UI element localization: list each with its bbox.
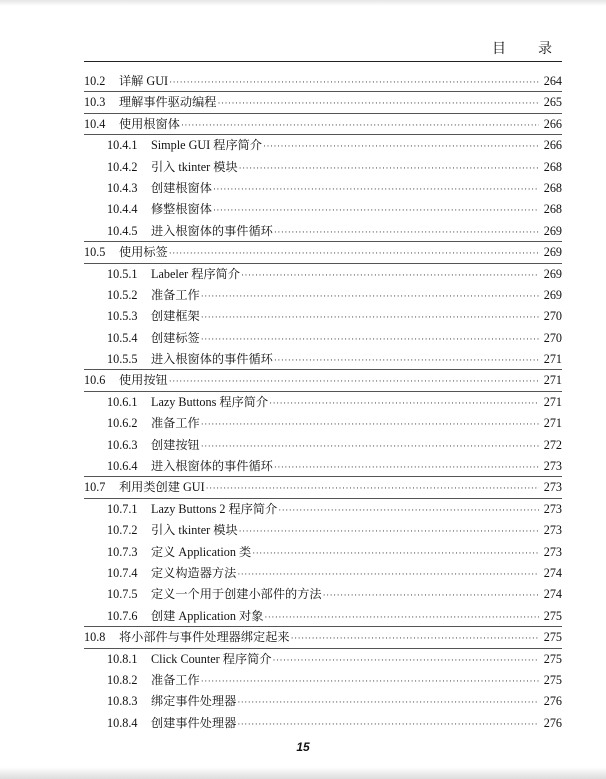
toc-entry-number: 10.7 xyxy=(84,480,106,495)
toc-dot-leader xyxy=(218,93,540,114)
toc-entry-page: 269 xyxy=(543,287,562,302)
toc-dot-leader xyxy=(181,115,539,136)
toc-entry-title: 理解事件驱动编程 xyxy=(119,95,217,110)
toc-entry-page: 271 xyxy=(543,352,562,367)
toc-entry-title: 创建标签 xyxy=(151,330,200,345)
toc-dot-leader xyxy=(201,329,539,350)
toc-dot-leader xyxy=(201,436,539,457)
toc-entry-title: Lazy Buttons 程序简介 xyxy=(151,394,269,409)
toc-section-entry[interactable] xyxy=(84,114,562,135)
toc-entry-page: 271 xyxy=(543,394,562,409)
toc-entry-title: 定义构造器方法 xyxy=(151,565,237,580)
toc-subsection-entry[interactable] xyxy=(84,199,562,220)
toc-entry-page: 268 xyxy=(543,180,562,195)
toc-entry-title: 利用类创建 GUI xyxy=(119,480,205,495)
toc-entry-title: 将小部件与事件处理器绑定起来 xyxy=(119,630,290,645)
toc-entry-page: 271 xyxy=(543,416,562,431)
toc-dot-leader xyxy=(169,243,539,264)
toc-entry-title: 创建按钮 xyxy=(151,437,200,452)
toc-entry-page: 270 xyxy=(543,309,562,324)
toc-dot-leader xyxy=(169,72,539,93)
toc-entry-page: 276 xyxy=(543,694,562,709)
toc-entry-page: 266 xyxy=(543,116,562,131)
toc-entry-number: 10.5.5 xyxy=(107,352,138,367)
toc-entry-title: Labeler 程序简介 xyxy=(151,266,241,281)
toc-entry-number: 10.3 xyxy=(84,95,106,110)
toc-entry-title: 引入 tkinter 模块 xyxy=(151,159,238,174)
toc-entry-title: 使用标签 xyxy=(119,245,168,260)
header-rule xyxy=(84,61,562,62)
toc-entry-page: 275 xyxy=(543,630,562,645)
toc-dot-leader xyxy=(274,222,539,243)
toc-entry-number: 10.5 xyxy=(84,245,106,260)
toc-entry-title: Click Counter 程序简介 xyxy=(151,651,272,666)
toc-entry-number: 10.5.1 xyxy=(107,266,138,281)
toc-entry-page: 276 xyxy=(543,715,562,730)
toc-subsection-entry[interactable] xyxy=(84,584,562,605)
toc-subsection-entry[interactable] xyxy=(84,691,562,712)
toc-dot-leader xyxy=(201,307,539,328)
toc-entry-title: 进入根窗体的事件循环 xyxy=(151,223,273,238)
toc-entry-page: 264 xyxy=(543,74,562,88)
toc-subsection-entry[interactable] xyxy=(84,306,562,327)
toc-dot-leader xyxy=(241,265,539,286)
toc-entry-number: 10.2 xyxy=(84,74,106,88)
toc-dot-leader xyxy=(169,371,539,392)
toc-dot-leader xyxy=(237,564,539,585)
toc-entry-number: 10.7.5 xyxy=(107,587,138,602)
toc-entry-title: 引入 tkinter 模块 xyxy=(151,523,238,538)
toc-dot-leader xyxy=(252,543,539,564)
toc-entry-page: 275 xyxy=(543,651,562,666)
toc-entry-title: 进入根窗体的事件循环 xyxy=(151,459,273,474)
toc-entry-title: 使用按钮 xyxy=(119,373,168,388)
toc-entry-number: 10.5.4 xyxy=(107,330,138,345)
toc-dot-leader xyxy=(201,414,539,435)
toc-entry-number: 10.6 xyxy=(84,373,106,388)
toc-entry-title: Lazy Buttons 2 程序简介 xyxy=(151,501,278,516)
toc-entry-number: 10.8.3 xyxy=(107,694,138,709)
toc-section-entry[interactable] xyxy=(84,477,562,498)
toc-subsection-entry[interactable] xyxy=(84,392,562,413)
toc-entry-title: 绑定事件处理器 xyxy=(151,694,237,709)
toc-subsection-entry[interactable] xyxy=(84,542,562,563)
toc-entry-number: 10.6.3 xyxy=(107,437,138,452)
toc-dot-leader xyxy=(237,714,539,735)
toc-section-entry[interactable] xyxy=(84,627,562,648)
toc-subsection-entry[interactable] xyxy=(84,157,562,178)
toc-subsection-entry[interactable] xyxy=(84,670,562,691)
toc-entry-title: 准备工作 xyxy=(151,287,200,302)
toc-entry-title: 定义一个用于创建小部件的方法 xyxy=(151,587,322,602)
toc-entry-title: 定义 Application 类 xyxy=(151,544,252,559)
toc-subsection-entry[interactable] xyxy=(84,713,562,734)
toc-subsection-entry[interactable] xyxy=(84,135,562,156)
toc-dot-leader xyxy=(239,521,539,542)
toc-entry-title: 修整根窗体 xyxy=(151,202,212,217)
toc-entry-page: 269 xyxy=(543,266,562,281)
toc-dot-leader xyxy=(237,692,539,713)
toc-entry-number: 10.6.2 xyxy=(107,416,138,431)
toc-entry-page: 273 xyxy=(543,544,562,559)
toc-subsection-entry[interactable] xyxy=(84,285,562,306)
toc-entry-page: 273 xyxy=(543,459,562,474)
toc-dot-leader xyxy=(274,457,539,478)
toc-entry-number: 10.4.2 xyxy=(107,159,138,174)
toc-entry-page: 273 xyxy=(543,501,562,516)
toc-entry-page: 271 xyxy=(543,373,562,388)
toc-entry-number: 10.6.1 xyxy=(107,394,138,409)
toc-entry-number: 10.8 xyxy=(84,630,106,645)
toc-entry-number: 10.5.2 xyxy=(107,287,138,302)
toc-subsection-entry[interactable] xyxy=(84,456,562,477)
toc-subsection-entry[interactable] xyxy=(84,649,562,670)
toc-entry-title: 创建框架 xyxy=(151,309,200,324)
toc-subsection-entry[interactable] xyxy=(84,413,562,434)
toc-entry-number: 10.7.1 xyxy=(107,501,138,516)
toc-entry-number: 10.7.4 xyxy=(107,565,138,580)
toc-subsection-entry[interactable] xyxy=(84,435,562,456)
toc-subsection-entry[interactable] xyxy=(84,178,562,199)
toc-entry-page: 265 xyxy=(543,95,562,110)
toc-entry-page: 269 xyxy=(543,223,562,238)
toc-entry-number: 10.7.2 xyxy=(107,523,138,538)
toc-entry-page: 274 xyxy=(543,565,562,580)
toc-entry-page: 269 xyxy=(543,245,562,260)
toc-dot-leader xyxy=(273,650,539,671)
toc-entry-page: 268 xyxy=(543,159,562,174)
toc-entry-title: 详解 GUI xyxy=(119,74,169,88)
toc-entry-page: 273 xyxy=(543,480,562,495)
page-header-title: 目 录 xyxy=(492,42,561,57)
toc-section-entry[interactable] xyxy=(84,92,562,113)
toc-entry-page: 268 xyxy=(543,202,562,217)
toc-dot-leader xyxy=(274,350,539,371)
toc-subsection-entry[interactable] xyxy=(84,606,562,627)
toc-entry-title: 准备工作 xyxy=(151,416,200,431)
toc-subsection-entry[interactable] xyxy=(84,221,562,242)
page-edge-top xyxy=(0,0,606,6)
toc-dot-leader xyxy=(264,607,539,628)
toc-entry-title: 准备工作 xyxy=(151,672,200,687)
toc-entry-number: 10.8.4 xyxy=(107,715,138,730)
toc-dot-leader xyxy=(291,628,539,649)
toc-dot-leader xyxy=(213,179,539,200)
toc-entry-page: 272 xyxy=(543,437,562,452)
toc-subsection-entry[interactable] xyxy=(84,520,562,541)
table-of-contents xyxy=(84,71,562,734)
toc-section-entry[interactable] xyxy=(84,71,562,92)
toc-entry-number: 10.7.3 xyxy=(107,544,138,559)
toc-entry-number: 10.4.4 xyxy=(107,202,138,217)
toc-entry-title: 创建事件处理器 xyxy=(151,715,237,730)
toc-entry-page: 270 xyxy=(543,330,562,345)
toc-subsection-entry[interactable] xyxy=(84,264,562,285)
toc-entry-number: 10.6.4 xyxy=(107,459,138,474)
toc-entry-number: 10.8.1 xyxy=(107,651,138,666)
toc-dot-leader xyxy=(213,200,539,221)
toc-entry-number: 10.5.3 xyxy=(107,309,138,324)
toc-entry-title: 创建 Application 对象 xyxy=(151,608,264,623)
toc-entry-number: 10.4.3 xyxy=(107,180,138,195)
toc-entry-page: 266 xyxy=(543,138,562,153)
toc-entry-page: 275 xyxy=(543,672,562,687)
toc-entry-number: 10.4.1 xyxy=(107,138,138,153)
toc-entry-title: 创建根窗体 xyxy=(151,180,212,195)
toc-entry-page: 274 xyxy=(543,587,562,602)
toc-subsection-entry[interactable] xyxy=(84,349,562,370)
toc-dot-leader xyxy=(323,585,539,606)
toc-dot-leader xyxy=(278,500,539,521)
toc-entry-title: 进入根窗体的事件循环 xyxy=(151,352,273,367)
toc-entry-page: 275 xyxy=(543,608,562,623)
toc-entry-title: 使用根窗体 xyxy=(119,116,180,131)
toc-entry-title: Simple GUI 程序简介 xyxy=(151,138,263,153)
toc-entry-number: 10.7.6 xyxy=(107,608,138,623)
toc-subsection-entry[interactable] xyxy=(84,563,562,584)
toc-entry-number: 10.4 xyxy=(84,116,106,131)
toc-entry-number: 10.8.2 xyxy=(107,672,138,687)
page-number: 15 xyxy=(296,740,310,754)
toc-section-entry[interactable] xyxy=(84,370,562,391)
toc-entry-number: 10.4.5 xyxy=(107,223,138,238)
toc-dot-leader xyxy=(206,478,539,499)
toc-dot-leader xyxy=(239,158,539,179)
toc-dot-leader xyxy=(269,393,539,414)
toc-subsection-entry[interactable] xyxy=(84,328,562,349)
toc-entry-page: 273 xyxy=(543,523,562,538)
toc-dot-leader xyxy=(201,286,539,307)
page-edge-bottom xyxy=(0,767,606,779)
toc-subsection-entry[interactable] xyxy=(84,499,562,520)
toc-section-entry[interactable] xyxy=(84,242,562,263)
toc-dot-leader xyxy=(263,136,539,157)
toc-dot-leader xyxy=(201,671,539,692)
